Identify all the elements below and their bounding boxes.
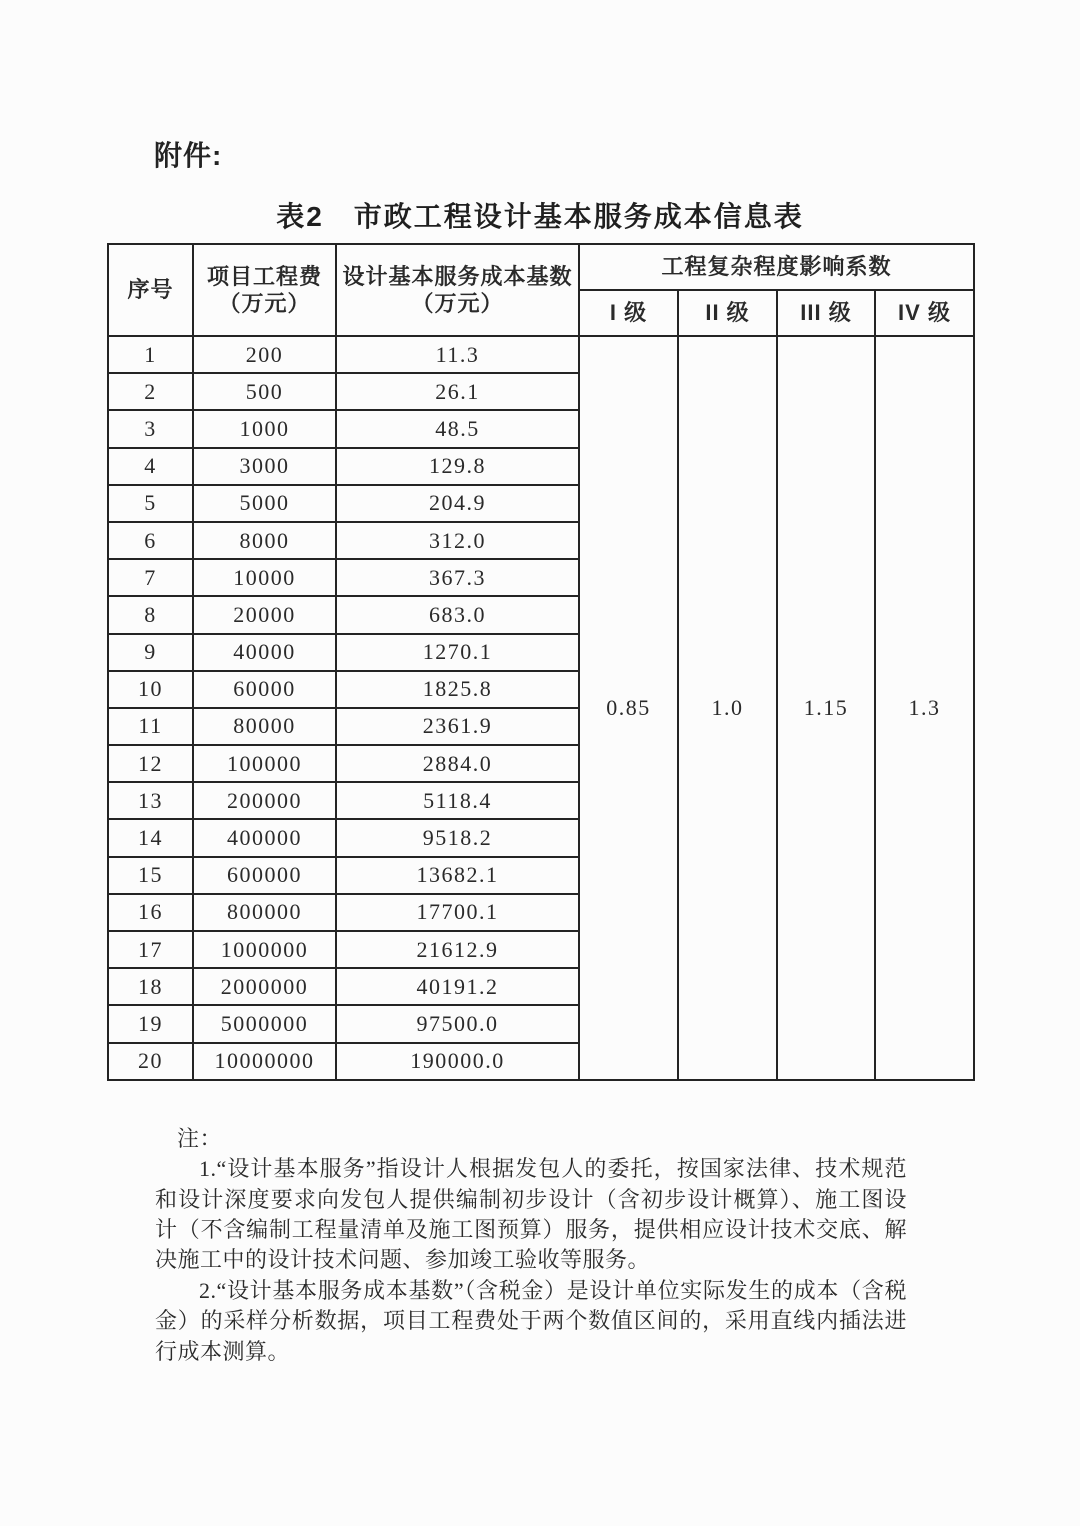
cell-base: 26.1 [336, 373, 579, 410]
cell-serial: 9 [108, 634, 193, 671]
cell-base: 204.9 [336, 485, 579, 522]
table-title: 表2 市政工程设计基本服务成本信息表 [276, 201, 804, 232]
cell-base: 40191.2 [336, 968, 579, 1005]
cell-cost: 1000 [193, 410, 336, 447]
header-line: （万元） [218, 291, 311, 316]
col-header-project-cost [193, 244, 336, 336]
cell-base: 1270.1 [336, 634, 579, 671]
cell-serial: 11 [108, 708, 193, 745]
coefficient-grade-4: 1.3 [875, 336, 974, 1080]
notes-section [155, 1124, 907, 1367]
cell-cost: 200 [193, 336, 336, 373]
note-item-1: 1.“设计基本服务”指设计人根据发包人的委托，按国家法律、技术规范和设计深度要求向发包人提供编制初步设计（含初步设计概算）、施工图设计（不含编制工程量清单及施工图预算）服务，提供相应设计技术交底、解决施工中的设计技术问题、参加竣工验收等服务。 [155, 1156, 907, 1273]
cell-cost: 1000000 [193, 931, 336, 968]
cell-serial: 14 [108, 819, 193, 856]
header-row-1 [108, 244, 974, 290]
coefficient-grade-3: 1.15 [777, 336, 875, 1080]
cell-cost: 5000 [193, 485, 336, 522]
cell-cost: 5000000 [193, 1005, 336, 1042]
col-header-grade-1: I 级 [579, 290, 678, 336]
cell-base: 5118.4 [336, 782, 579, 819]
header-line: 设计基本服务成本基数 [342, 263, 573, 289]
col-header-grade-3: III 级 [777, 290, 875, 336]
cell-base: 97500.0 [336, 1005, 579, 1042]
cell-serial: 3 [108, 410, 193, 447]
cell-serial: 16 [108, 894, 193, 931]
cell-cost: 400000 [193, 819, 336, 856]
cell-base: 312.0 [336, 522, 579, 559]
cell-serial: 19 [108, 1005, 193, 1042]
cell-cost: 3000 [193, 448, 336, 485]
cell-base: 21612.9 [336, 931, 579, 968]
cell-serial: 5 [108, 485, 193, 522]
table-header [108, 244, 974, 336]
cell-serial: 20 [108, 1043, 193, 1080]
col-header-cost-base [336, 244, 579, 336]
cell-serial: 7 [108, 559, 193, 596]
cell-serial: 18 [108, 968, 193, 1005]
cell-serial: 8 [108, 596, 193, 633]
cell-base: 683.0 [336, 596, 579, 633]
cell-cost: 20000 [193, 596, 336, 633]
cell-cost: 8000 [193, 522, 336, 559]
cell-base: 190000.0 [336, 1043, 579, 1080]
col-header-complexity: 工程复杂程度影响系数 [579, 244, 974, 290]
cell-cost: 10000 [193, 559, 336, 596]
cell-cost: 40000 [193, 634, 336, 671]
cell-cost: 60000 [193, 671, 336, 708]
cell-base: 13682.1 [336, 857, 579, 894]
cell-serial: 15 [108, 857, 193, 894]
cell-serial: 2 [108, 373, 193, 410]
cell-serial: 6 [108, 522, 193, 559]
cell-cost: 500 [193, 373, 336, 410]
cell-base: 11.3 [336, 336, 579, 373]
cell-cost: 600000 [193, 857, 336, 894]
cell-serial: 10 [108, 671, 193, 708]
coefficient-grade-2: 1.0 [678, 336, 777, 1080]
note-item-2: 2.“设计基本服务成本基数”（含税金）是设计单位实际发生的成本（含税金）的采样分析数据，项目工程费处于两个数值区间的，采用直线内插法进行成本测算。 [155, 1277, 907, 1364]
cell-base: 2884.0 [336, 745, 579, 782]
cell-cost: 10000000 [193, 1043, 336, 1080]
col-header-grade-2: II 级 [678, 290, 777, 336]
cell-serial: 1 [108, 336, 193, 373]
notes-label: 注： [177, 1126, 223, 1151]
table-body [108, 336, 974, 1080]
cell-base: 9518.2 [336, 819, 579, 856]
cell-cost: 80000 [193, 708, 336, 745]
cell-serial: 13 [108, 782, 193, 819]
coefficient-grade-1: 0.85 [579, 336, 678, 1080]
cell-serial: 4 [108, 448, 193, 485]
header-line: （万元） [411, 291, 504, 316]
cell-base: 2361.9 [336, 708, 579, 745]
cell-base: 367.3 [336, 559, 579, 596]
table-row [108, 336, 974, 373]
col-header-serial: 序号 [108, 244, 193, 336]
cell-cost: 2000000 [193, 968, 336, 1005]
header-line: 项目工程费 [206, 263, 322, 289]
cell-base: 48.5 [336, 410, 579, 447]
cell-serial: 17 [108, 931, 193, 968]
attachment-label: 附件: [154, 140, 223, 171]
cell-base: 129.8 [336, 448, 579, 485]
cell-base: 17700.1 [336, 894, 579, 931]
cell-cost: 100000 [193, 745, 336, 782]
cost-info-table [107, 243, 975, 1081]
cell-serial: 12 [108, 745, 193, 782]
col-header-grade-4: IV 级 [875, 290, 974, 336]
cell-base: 1825.8 [336, 671, 579, 708]
cell-cost: 200000 [193, 782, 336, 819]
cell-cost: 800000 [193, 894, 336, 931]
